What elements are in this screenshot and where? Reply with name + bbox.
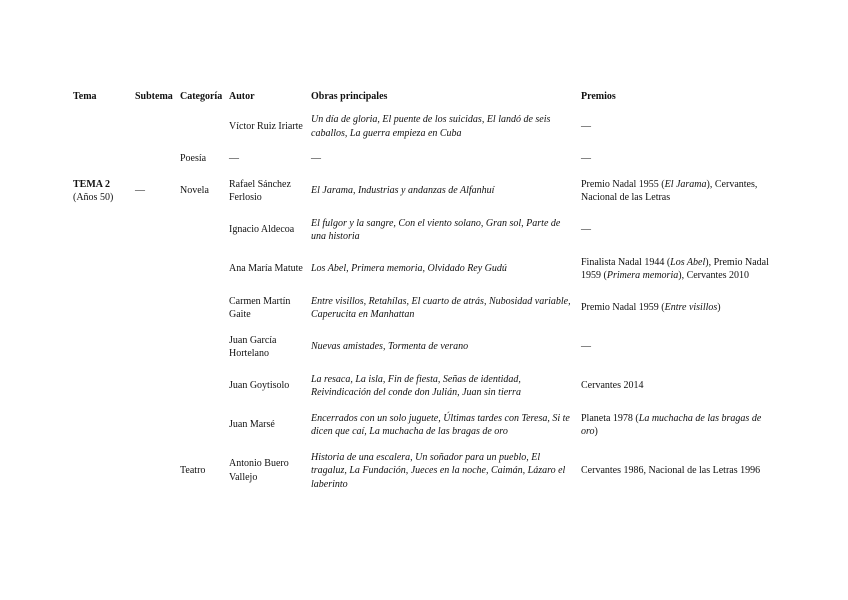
cell-premios: Cervantes 2014 bbox=[581, 380, 644, 392]
cell-premios: Premio Nadal 1955 (El Jarama), Cervantes, Nacional de las Letras bbox=[581, 178, 758, 203]
cell-premios: — bbox=[581, 341, 591, 353]
cell-premios: — bbox=[581, 153, 591, 164]
cell-autor: Juan Goytisolo bbox=[229, 380, 290, 392]
cell-obras: Encerrados con un solo juguete, Últimas tardes con Teresa, Si te dicen que caí, La muchacha de las bragas de oro bbox=[311, 412, 570, 437]
table-row bbox=[70, 107, 780, 146]
header-tema: Tema bbox=[73, 90, 97, 102]
cell-autor: Víctor Ruiz Iriarte bbox=[229, 120, 303, 132]
header-categoria: Categoría bbox=[180, 90, 223, 102]
tema-title: TEMA 2 bbox=[73, 178, 110, 190]
header-subtema: Subtema bbox=[135, 90, 173, 102]
cell-tema bbox=[70, 172, 132, 211]
cell-obras: El Jarama, Industrias y andanzas de Alfanhuí bbox=[311, 185, 495, 197]
cell-obras: Historia de una escalera, Un soñador para un pueblo, El tragaluz, La Fundación, Jueces en la noche, Caimán, Lázaro el laberinto bbox=[311, 451, 566, 490]
table-row bbox=[70, 445, 780, 498]
cell-premios: Finalista Nadal 1944 (Los Abel), Premio Nadal 1959 (Primera memoria), Cervantes 2010 bbox=[581, 256, 769, 281]
cell-obras: Los Abel, Primera memoria, Olvidado Rey Gudú bbox=[311, 263, 507, 275]
table-row bbox=[70, 172, 780, 211]
cell-autor: Ana María Matute bbox=[229, 263, 303, 275]
tema-period: (Años 50) bbox=[73, 192, 114, 203]
cell-categoria: Poesía bbox=[180, 153, 207, 164]
header-obras: Obras principales bbox=[311, 90, 388, 102]
header-premios: Premios bbox=[581, 90, 616, 102]
table-row bbox=[70, 289, 780, 328]
cell-obras: La resaca, La isla, Fin de fiesta, Señas de identidad, Reivindicación del conde don Julián, Juan sin tierra bbox=[311, 373, 521, 398]
cell-categoria: Teatro bbox=[180, 465, 206, 476]
cell-categoria bbox=[177, 328, 226, 367]
cell-subtema: — bbox=[135, 185, 145, 197]
cell-premios: Premio Nadal 1959 (Entre visillos) bbox=[581, 302, 721, 314]
cell-autor: Juan García Hortelano bbox=[229, 334, 277, 359]
cell-categoria: Novela bbox=[180, 185, 209, 197]
cell-categoria bbox=[177, 107, 226, 146]
literature-table bbox=[70, 86, 780, 497]
cell-premios: Planeta 1978 (La muchacha de las bragas de oro) bbox=[581, 412, 762, 437]
cell-autor: — bbox=[229, 153, 239, 164]
cell-autor: Juan Marsé bbox=[229, 419, 275, 431]
cell-obras: — bbox=[311, 153, 321, 164]
cell-obras: Un día de gloria, El puente de los suicidas, El landó de seis caballos, La guerra empieza en Cuba bbox=[311, 114, 551, 139]
cell-autor: Rafael Sánchez Ferlosio bbox=[229, 178, 291, 203]
cell-premios: Cervantes 1986, Nacional de las Letras 1996 bbox=[581, 465, 761, 476]
table-row bbox=[70, 367, 780, 406]
cell-premios: — bbox=[581, 120, 591, 132]
cell-premios: — bbox=[581, 224, 591, 236]
table-header-row bbox=[70, 86, 780, 107]
cell-categoria bbox=[177, 211, 226, 250]
cell-autor: Ignacio Aldecoa bbox=[229, 224, 295, 236]
cell-categoria bbox=[177, 250, 226, 289]
table-row bbox=[70, 211, 780, 250]
table-row bbox=[70, 250, 780, 289]
cell-autor: Carmen Martín Gaite bbox=[229, 295, 291, 320]
cell-obras: El fulgor y la sangre, Con el viento solano, Gran sol, Parte de una historia bbox=[311, 217, 561, 242]
cell-categoria bbox=[177, 406, 226, 445]
header-autor: Autor bbox=[229, 90, 255, 102]
cell-obras: Nuevas amistades, Tormenta de verano bbox=[311, 341, 469, 353]
table-row bbox=[70, 146, 780, 172]
table-row bbox=[70, 406, 780, 445]
cell-categoria bbox=[177, 289, 226, 328]
cell-obras: Entre visillos, Retahílas, El cuarto de atrás, Nubosidad variable, Caperucita en Manhattan bbox=[311, 295, 571, 320]
cell-autor: Antonio Buero Vallejo bbox=[229, 458, 289, 483]
cell-categoria bbox=[177, 367, 226, 406]
table-row bbox=[70, 328, 780, 367]
